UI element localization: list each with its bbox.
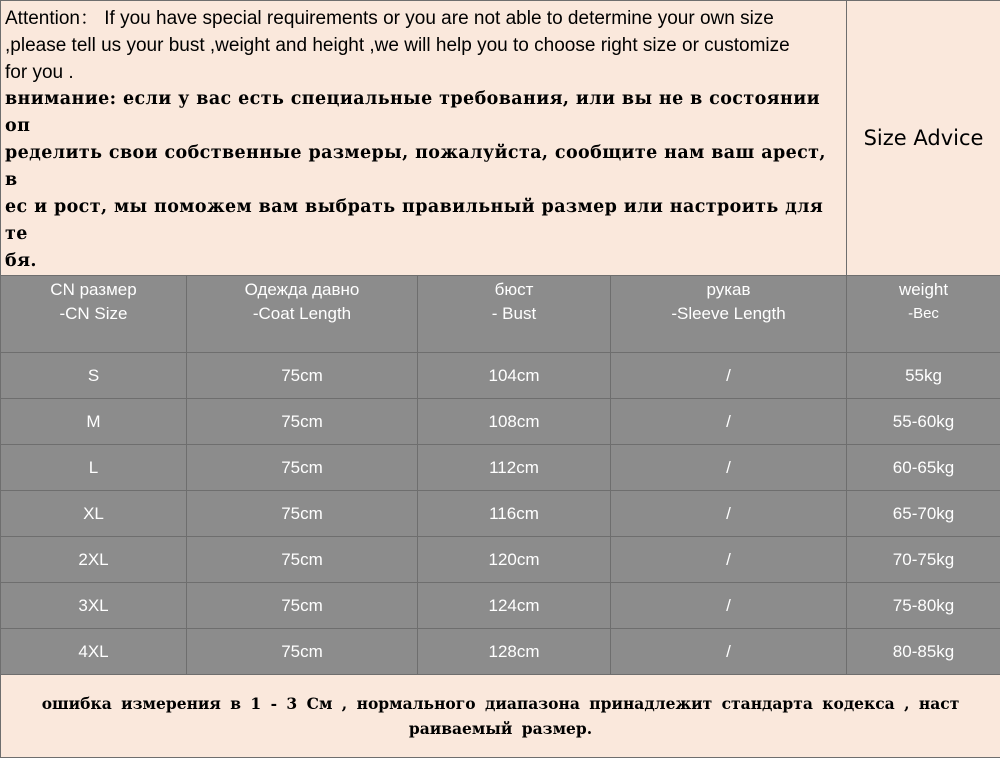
cell-coat-length: 75cm <box>187 353 418 399</box>
size-advice-label: Size Advice <box>847 1 1000 276</box>
table-row <box>1 583 1000 629</box>
header-weight-en: weight <box>847 278 1000 302</box>
table-row <box>1 445 1000 491</box>
cell-weight: 55kg <box>847 353 1000 399</box>
header-weight <box>847 276 1000 353</box>
attention-en-line-3: for you . <box>5 59 840 86</box>
cell-weight: 65-70kg <box>847 491 1000 537</box>
attention-ru-line-3: ес и рост, мы поможем вам выбрать правильный размер или настроить для те <box>5 194 840 248</box>
header-size <box>1 276 187 353</box>
cell-coat-length: 75cm <box>187 629 418 675</box>
cell-size: 2XL <box>1 537 187 583</box>
cell-coat-length: 75cm <box>187 445 418 491</box>
cell-bust: 116cm <box>418 491 611 537</box>
attention-en-line-1: Attention： If you have special requirements or you are not able to determine your own size <box>5 5 840 32</box>
attention-ru-line-1: внимание: если у вас есть специальные требования, или вы не в состоянии оп <box>5 86 840 140</box>
measurement-note <box>1 675 1000 758</box>
header-sleeve-length-ru: рукав <box>611 278 846 302</box>
attention-ru-line-4: бя. <box>5 248 840 275</box>
cell-weight: 75-80kg <box>847 583 1000 629</box>
cell-bust: 104cm <box>418 353 611 399</box>
header-sleeve-length <box>611 276 847 353</box>
cell-coat-length: 75cm <box>187 491 418 537</box>
table-header-row <box>1 276 1000 353</box>
header-weight-ru: -Вес <box>847 302 1000 326</box>
cell-sleeve: / <box>611 445 847 491</box>
attention-ru-line-2: ределить свои собственные размеры, пожалуйста, сообщите нам ваш арест, в <box>5 140 840 194</box>
cell-sleeve: / <box>611 537 847 583</box>
cell-size: 4XL <box>1 629 187 675</box>
footer-line-2: раиваемый размер. <box>1 716 1000 741</box>
header-bust-ru: бюст <box>418 278 610 302</box>
header-coat-length-en: -Coat Length <box>187 302 417 326</box>
cell-weight: 80-85kg <box>847 629 1000 675</box>
attention-en-line-2: ,please tell us your bust ,weight and height ,we will help you to choose right size or customize <box>5 32 840 59</box>
table-row <box>1 537 1000 583</box>
table-row <box>1 629 1000 675</box>
cell-sleeve: / <box>611 629 847 675</box>
cell-bust: 108cm <box>418 399 611 445</box>
cell-sleeve: / <box>611 491 847 537</box>
cell-weight: 60-65kg <box>847 445 1000 491</box>
cell-sleeve: / <box>611 353 847 399</box>
attention-note <box>1 1 847 276</box>
cell-coat-length: 75cm <box>187 399 418 445</box>
cell-size: L <box>1 445 187 491</box>
cell-size: XL <box>1 491 187 537</box>
cell-bust: 124cm <box>418 583 611 629</box>
cell-bust: 112cm <box>418 445 611 491</box>
cell-sleeve: / <box>611 583 847 629</box>
cell-weight: 70-75kg <box>847 537 1000 583</box>
cell-bust: 120cm <box>418 537 611 583</box>
cell-sleeve: / <box>611 399 847 445</box>
cell-coat-length: 75cm <box>187 583 418 629</box>
cell-weight: 55-60kg <box>847 399 1000 445</box>
header-size-ru: CN размер <box>1 278 186 302</box>
header-coat-length <box>187 276 418 353</box>
cell-size: M <box>1 399 187 445</box>
header-bust <box>418 276 611 353</box>
header-bust-en: - Bust <box>418 302 610 326</box>
header-size-en: -CN Size <box>1 302 186 326</box>
header-sleeve-length-en: -Sleeve Length <box>611 302 846 326</box>
cell-size: S <box>1 353 187 399</box>
cell-coat-length: 75cm <box>187 537 418 583</box>
table-row <box>1 491 1000 537</box>
header-coat-length-ru: Одежда давно <box>187 278 417 302</box>
table-row <box>1 399 1000 445</box>
cell-size: 3XL <box>1 583 187 629</box>
table-row <box>1 353 1000 399</box>
footer-line-1: ошибка измерения в 1 - 3 См , нормального диапазона принадлежит стандарта кодекса , наст <box>1 691 1000 716</box>
cell-bust: 128cm <box>418 629 611 675</box>
